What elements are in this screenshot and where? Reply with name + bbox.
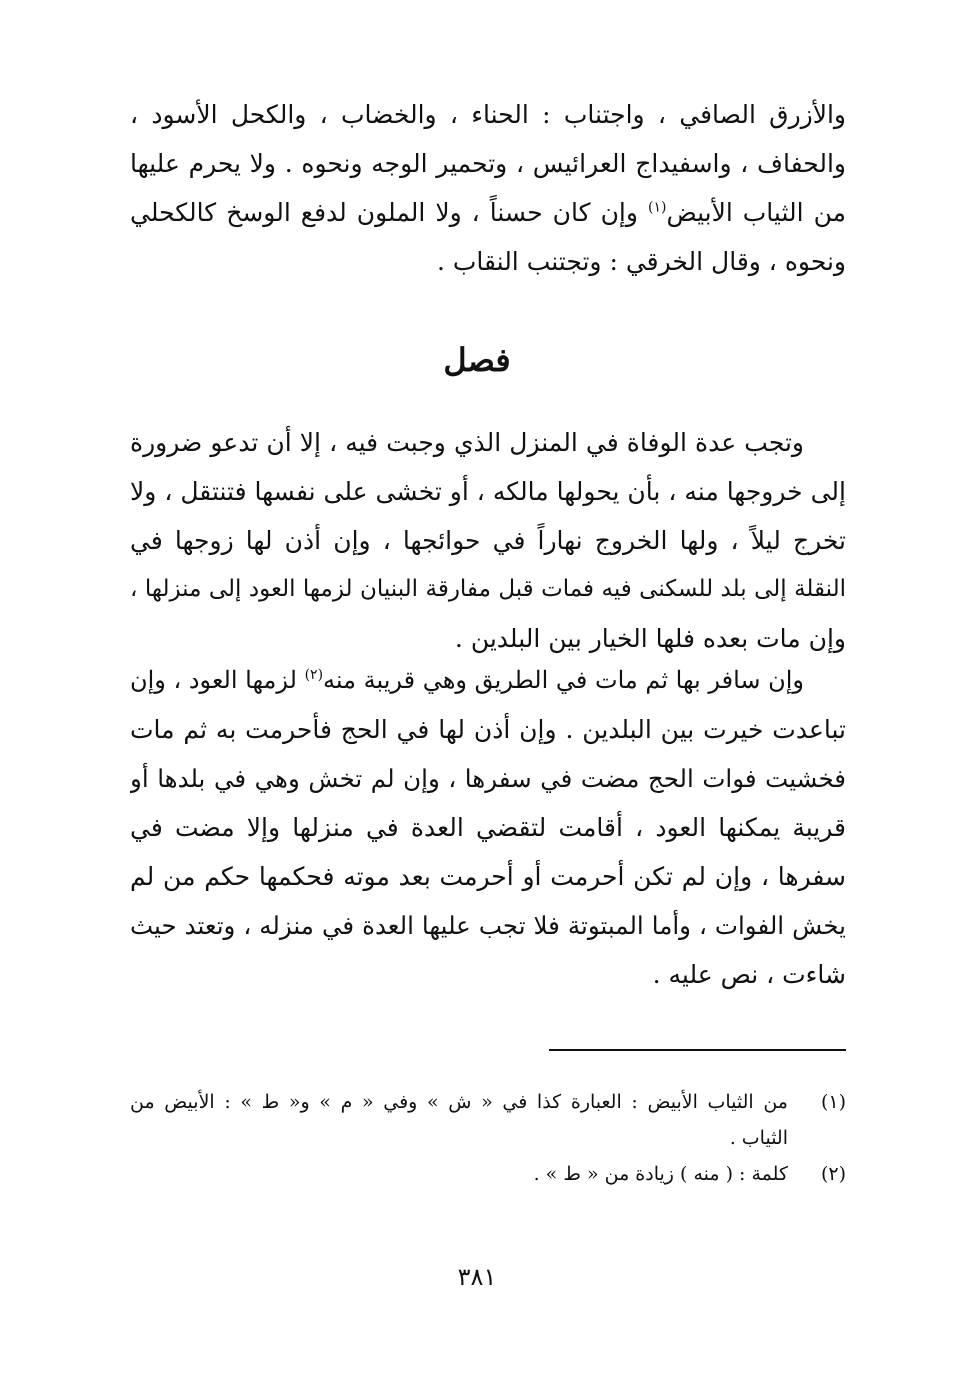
footnotes: [130, 1084, 846, 1192]
text-line: شاءت ، نص عليه .: [652, 960, 846, 989]
text-line: فخشيت فوات الحج مضت في سفرها ، وإن لم تخش وهي في بلدها أو: [130, 764, 846, 793]
text-line: إلى خروجها منه ، بأن يحولها مالكه ، أو تخشى على نفسها فتنتقل ، ولا: [130, 477, 846, 506]
text-line: قريبة يمكنها العود ، أقامت لتقضي العدة في منزلها وإلا مضت في: [130, 813, 846, 842]
page-number: ٣٨١: [457, 1263, 497, 1291]
text-line: تباعدت خيرت بين البلدين . وإن أذن لها في الحج فأحرمت به ثم مات: [130, 715, 846, 744]
text-segment: من الثياب الأبيض: [666, 198, 846, 227]
text-line: سفرها ، وإن لم تكن أحرمت أو أحرمت بعد موته فحكمها حكم من لم: [130, 862, 846, 891]
text-line: تخرج ليلاً ، ولها الخروج نهاراً في حوائجها ، وإن أذن لها زوجها في: [130, 526, 846, 555]
section-heading: فصل: [443, 341, 511, 379]
footnote-line: من الثياب الأبيض : العبارة كذا في « ش » وفي « م » و« ط » : الأبيض من: [130, 1091, 788, 1113]
paragraph: [130, 418, 846, 663]
text-line: وإن مات بعده فلها الخيار بين البلدين .: [454, 624, 846, 653]
footnote-text: [130, 1156, 788, 1192]
footnote-line: كلمة : ( منه ) زيادة من « ط » .: [533, 1163, 788, 1185]
text-line: والأزرق الصافي ، واجتناب : الحناء ، والخضاب ، والكحل الأسود ،: [130, 100, 846, 129]
text-line: النقلة إلى بلد للسكنى فيه فمات قبل مفارقة البنيان لزمها العود إلى منزلها ،: [130, 576, 846, 602]
footnote-2: [130, 1156, 846, 1192]
text-line: [130, 656, 846, 705]
text-segment: لزمها العود ، وإن: [130, 666, 297, 694]
text-segment: وإن كان حسناً ، ولا الملون لدفع الوسخ كالكحلي: [130, 198, 638, 227]
paragraph-continuation: [130, 90, 846, 286]
text-line: يخش الفوات ، وأما المبتوتة فلا تجب عليها العدة في منزله ، وتعتد حيث: [130, 911, 846, 940]
footnote-marker: (٢): [304, 667, 324, 683]
footnote-text: [130, 1084, 788, 1156]
footnote-number: (٢): [820, 1163, 846, 1185]
text-line: [130, 188, 846, 237]
text-segment: وإن سافر بها ثم مات في الطريق وهي قريبة منه: [323, 666, 804, 694]
footnote-1: [130, 1084, 846, 1156]
footnote-number: (١): [820, 1091, 846, 1113]
footnote-divider: [549, 1049, 846, 1051]
text-line: والحفاف ، واسفيداج العرائيس ، وتحمير الوجه ونحوه . ولا يحرم عليها: [130, 149, 846, 178]
text-line: وتجب عدة الوفاة في المنزل الذي وجبت فيه ، إلا أن تدعو ضرورة: [130, 428, 804, 457]
footnote-marker: (١): [647, 199, 667, 216]
footnote-line: الثياب .: [729, 1127, 788, 1149]
text-line: ونحوه ، وقال الخرقي : وتجتنب النقاب .: [436, 247, 846, 276]
paragraph: [130, 656, 846, 999]
